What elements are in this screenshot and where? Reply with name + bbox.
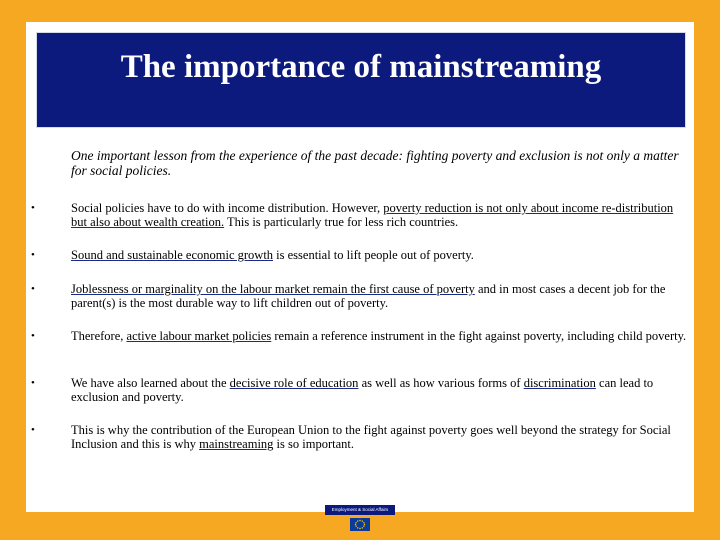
bullet-dot: •	[31, 330, 35, 342]
bullet-text	[71, 283, 688, 310]
text-segment: Therefore,	[71, 329, 127, 343]
bullet-dot: •	[31, 202, 35, 214]
title-bar	[36, 32, 686, 128]
text-segment: This is particularly true for less rich countries.	[224, 214, 459, 229]
underlined-phrase: decisive role of education	[229, 376, 359, 390]
bullet-text	[71, 424, 688, 451]
text-segment: as well as how various forms of	[358, 376, 524, 390]
text-segment: and in most cases a decent job for the parent(s) is the most durable way to lift children out of poverty.	[71, 282, 666, 310]
bullet-dot: •	[31, 283, 35, 295]
underlined-phrase: poverty reduction is not only about income re-distribution but also about wealth creation.	[71, 201, 674, 229]
underlined-phrase: mainstreaming	[199, 436, 274, 451]
text-segment: remain a reference instrument in the fight against poverty, including child poverty.	[271, 329, 687, 343]
intro-text: One important lesson from the experience of the past decade: fighting poverty and exclusion is not only a matter for social policies.	[71, 148, 679, 178]
eu-flag-icon	[350, 518, 370, 531]
bullet-text	[71, 202, 688, 229]
underlined-phrase: Sound and sustainable economic growth	[71, 248, 274, 262]
text-segment: can lead to exclusion and poverty.	[71, 376, 654, 404]
bullet-text	[71, 249, 688, 263]
employment-social-affairs-banner: Employment & Social Affairs	[325, 505, 395, 515]
text-segment: is so important.	[273, 436, 354, 451]
bullet-dot: •	[31, 377, 35, 389]
underlined-phrase: discrimination	[523, 376, 596, 390]
slide	[26, 22, 694, 512]
bullet-dot: •	[31, 249, 35, 261]
slide-title: The importance of mainstreaming	[120, 49, 602, 85]
bullet-dot: •	[31, 424, 35, 436]
underlined-phrase: Joblessness or marginality on the labour market remain the first cause of poverty	[71, 282, 475, 296]
text-segment: Social policies have to do with income distribution. However,	[71, 201, 384, 215]
text-segment: is essential to lift people out of poverty.	[273, 248, 474, 262]
eu-stars-icon	[350, 518, 370, 531]
bullet-text	[71, 330, 688, 344]
underlined-phrase: active labour market policies	[126, 329, 272, 343]
text-segment: This is why the contribution of the European Union to the fight against poverty goes well beyond the strategy for Social Inclusion and this is why	[71, 423, 671, 451]
bullet-text	[71, 377, 688, 404]
text-segment: We have also learned about the	[71, 376, 230, 390]
